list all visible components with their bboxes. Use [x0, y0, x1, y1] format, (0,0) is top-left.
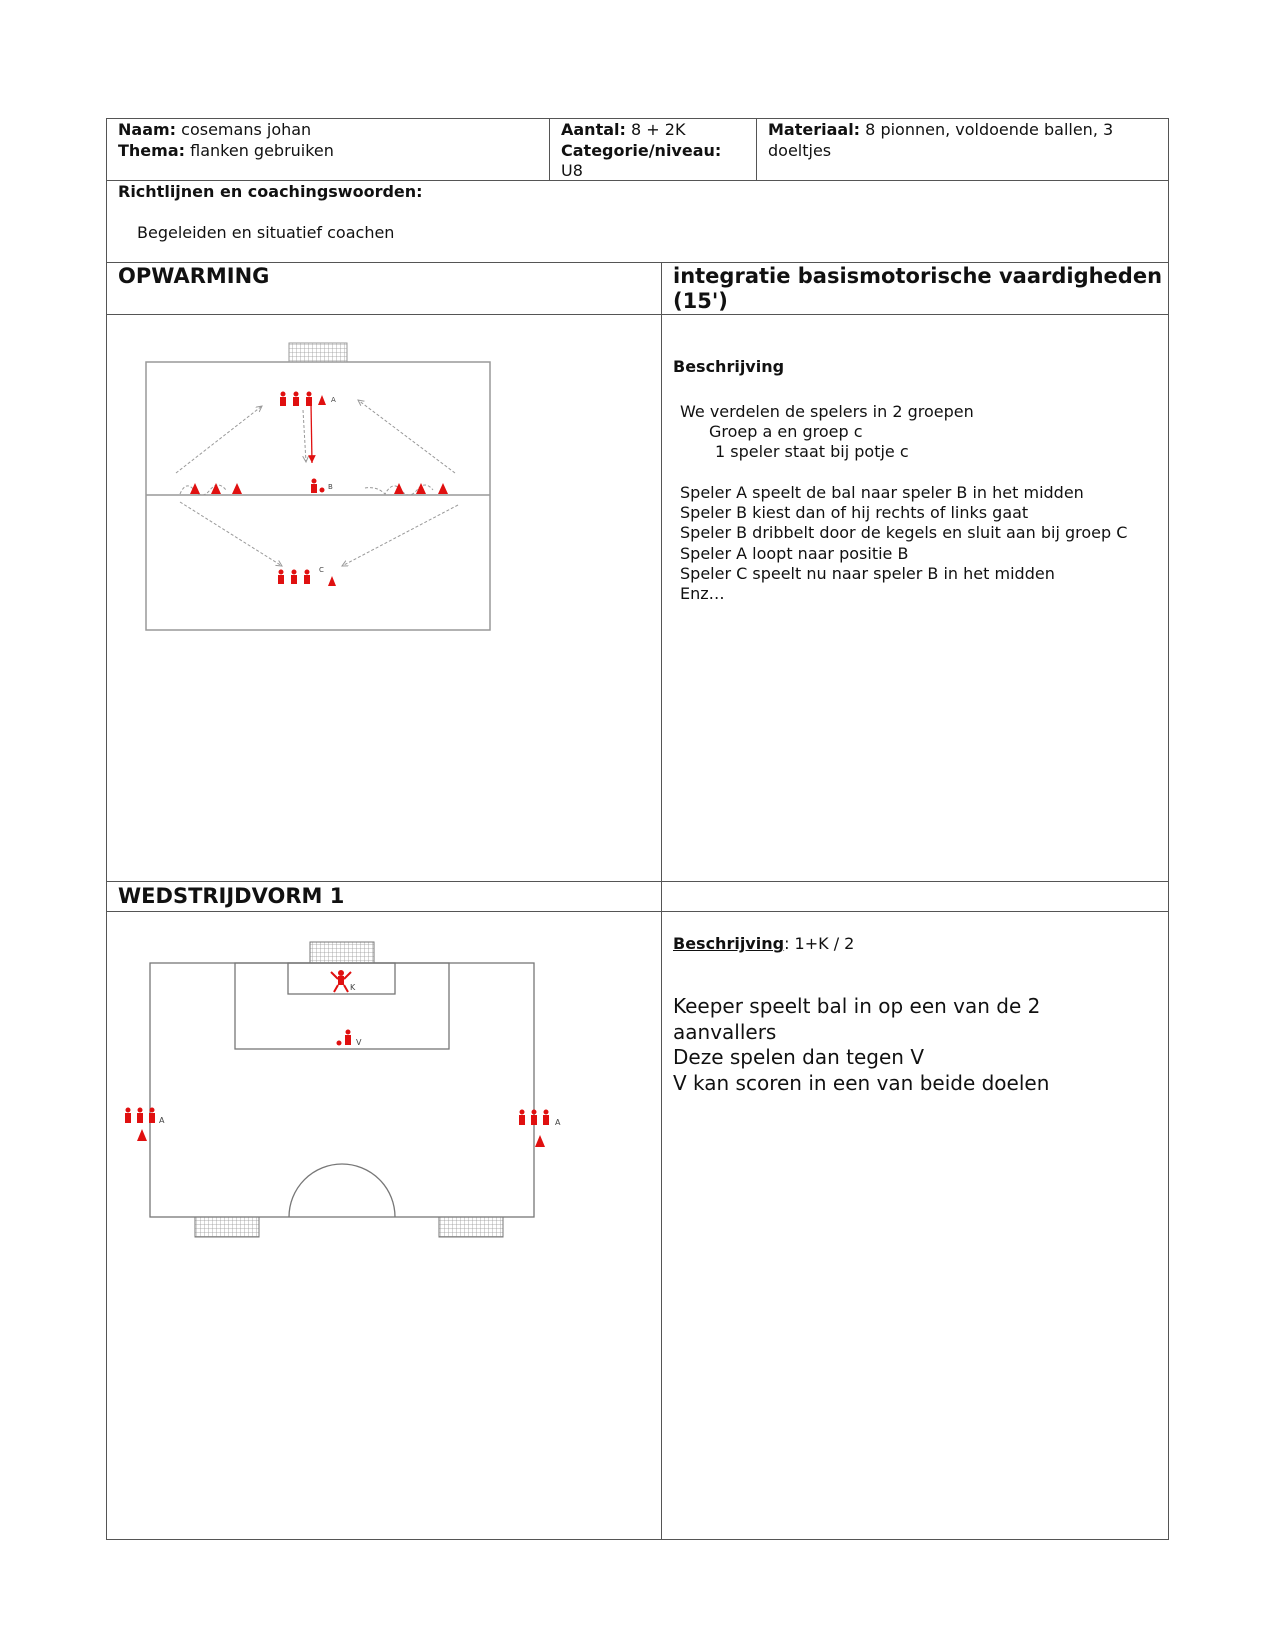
keeper-icon: [331, 970, 351, 992]
thema-label: Thema:: [118, 141, 186, 160]
naam-value: cosemans johan: [181, 120, 312, 139]
player-icon: [291, 570, 297, 585]
opwarming-line: We verdelen de spelers in 2 groepen: [680, 402, 974, 421]
wedstrijd-line: Deze spelen dan tegen V: [673, 1045, 925, 1069]
wedstrijd-line: V kan scoren in een van beide doelen: [673, 1071, 1050, 1095]
cone-icon: [328, 576, 336, 586]
opwarming-arrow: [176, 406, 262, 473]
thema-row: [118, 141, 334, 162]
table-border-bottom: [106, 1539, 1169, 1540]
cone-icon: [211, 483, 221, 494]
label-a-left: A: [159, 1116, 165, 1125]
materiaal-row: [768, 120, 1113, 141]
ball-icon: [337, 1041, 342, 1046]
opwarming-line: Speler A loopt naar positie B: [680, 544, 909, 563]
player-icon: [280, 392, 286, 407]
wedstrijd-description-title: Beschrijving: [673, 934, 785, 953]
opwarming-line: Speler B kiest dan of hij rechts of links gaat: [680, 503, 1029, 522]
bottom-goal-right: [439, 1217, 503, 1237]
categorie-value: U8: [561, 161, 583, 180]
wedstrijd-description-heading: [673, 934, 854, 955]
cone-icon: [137, 1129, 147, 1141]
player-icon: [345, 1030, 351, 1046]
opwarming-line: Speler A speelt de bal naar speler B in het midden: [680, 483, 1084, 502]
opwarming-dribble-path: [180, 485, 226, 495]
richtlijnen-title: Richtlijnen en coachingswoorden:: [118, 182, 423, 201]
table-border-top: [106, 118, 1169, 119]
materiaal-value: 8 pionnen, voldoende ballen, 3: [865, 120, 1114, 139]
goal-area: [288, 963, 395, 994]
row-line-2: [106, 262, 1169, 263]
opwarming-field: [146, 362, 490, 630]
row-line-3: [106, 314, 1169, 315]
label-c-opwarming: C: [319, 566, 324, 574]
naam-label: Naam:: [118, 120, 177, 139]
opwarming-arrow: [358, 400, 455, 473]
player-icon: [311, 479, 317, 494]
top-goal: [310, 942, 374, 963]
row-line-4: [106, 881, 1169, 882]
cone-icon: [394, 483, 404, 494]
player-icon: [293, 392, 299, 407]
wedstrijdvorm-title: WEDSTRIJDVORM 1: [118, 884, 345, 908]
materiaal-label: Materiaal:: [768, 120, 861, 139]
bottom-goal-left: [195, 1217, 259, 1237]
player-icon: [278, 570, 284, 585]
opwarming-line: Groep a en groep c: [709, 422, 863, 441]
cone-icon: [438, 483, 448, 494]
richtlijnen-text: Begeleiden en situatief coachen: [137, 223, 395, 242]
opwarming-goal: [289, 343, 347, 362]
opwarming-title: OPWARMING: [118, 264, 270, 288]
label-v: V: [356, 1038, 362, 1047]
wedstrijd-line: Keeper speelt bal in op een van de 2: [673, 994, 1041, 1018]
opwarming-dribble-path: [365, 485, 433, 495]
header-divider-1: [549, 118, 550, 180]
opwarming-line: 1 speler staat bij potje c: [715, 442, 909, 461]
penalty-area: [235, 963, 449, 1049]
opwarming-arrow: [180, 502, 282, 566]
thema-value: flanken gebruiken: [190, 141, 334, 160]
header-divider-2: [756, 118, 757, 180]
label-k: K: [350, 983, 356, 992]
opwarming-arrow: [342, 505, 458, 566]
wedstrijd-line: aanvallers: [673, 1020, 777, 1044]
player-icon: [149, 1108, 155, 1124]
opwarming-subtitle-line2: (15'): [673, 289, 728, 313]
wedstrijd-field: [150, 963, 534, 1217]
player-icon: [304, 570, 310, 585]
label-a-opwarming: A: [331, 396, 336, 404]
center-circle: [289, 1164, 395, 1217]
opwarming-pass-arrow: [311, 403, 312, 463]
cone-icon: [232, 483, 242, 494]
player-icon: [543, 1110, 549, 1126]
aantal-label: Aantal:: [561, 120, 626, 139]
column-divider: [661, 262, 662, 1540]
cone-icon: [535, 1135, 545, 1147]
label-a-right: A: [555, 1118, 561, 1127]
opwarming-line: Speler B dribbelt door de kegels en sluit aan bij groep C: [680, 523, 1128, 542]
player-icon: [137, 1108, 143, 1124]
naam-row: [118, 120, 311, 141]
player-icon: [125, 1108, 131, 1124]
opwarming-description-title: Beschrijving: [673, 357, 785, 376]
player-icon: [531, 1110, 537, 1126]
row-line-1: [106, 180, 1169, 181]
aantal-value: 8 + 2K: [631, 120, 686, 139]
cone-icon: [190, 483, 200, 494]
label-b-opwarming: B: [328, 483, 333, 491]
ball-icon: [320, 488, 325, 493]
categorie-label: Categorie/niveau:: [561, 141, 722, 160]
table-border-left: [106, 118, 107, 1540]
wedstrijd-description-suffix: : 1+K / 2: [784, 934, 855, 953]
cone-icon: [416, 483, 426, 494]
opwarming-line: Speler C speelt nu naar speler B in het midden: [680, 564, 1055, 583]
opwarming-subtitle-line1: integratie basismotorische vaardigheden: [673, 264, 1163, 288]
player-icon: [306, 392, 312, 407]
materiaal-value-line2: doeltjes: [768, 141, 832, 160]
player-icon: [519, 1110, 525, 1126]
opwarming-line: Enz…: [680, 584, 725, 603]
opwarming-arrow: [303, 410, 306, 462]
row-line-5: [106, 911, 1169, 912]
cone-icon: [318, 395, 326, 405]
aantal-row: [561, 120, 685, 141]
table-border-right: [1168, 118, 1169, 1540]
